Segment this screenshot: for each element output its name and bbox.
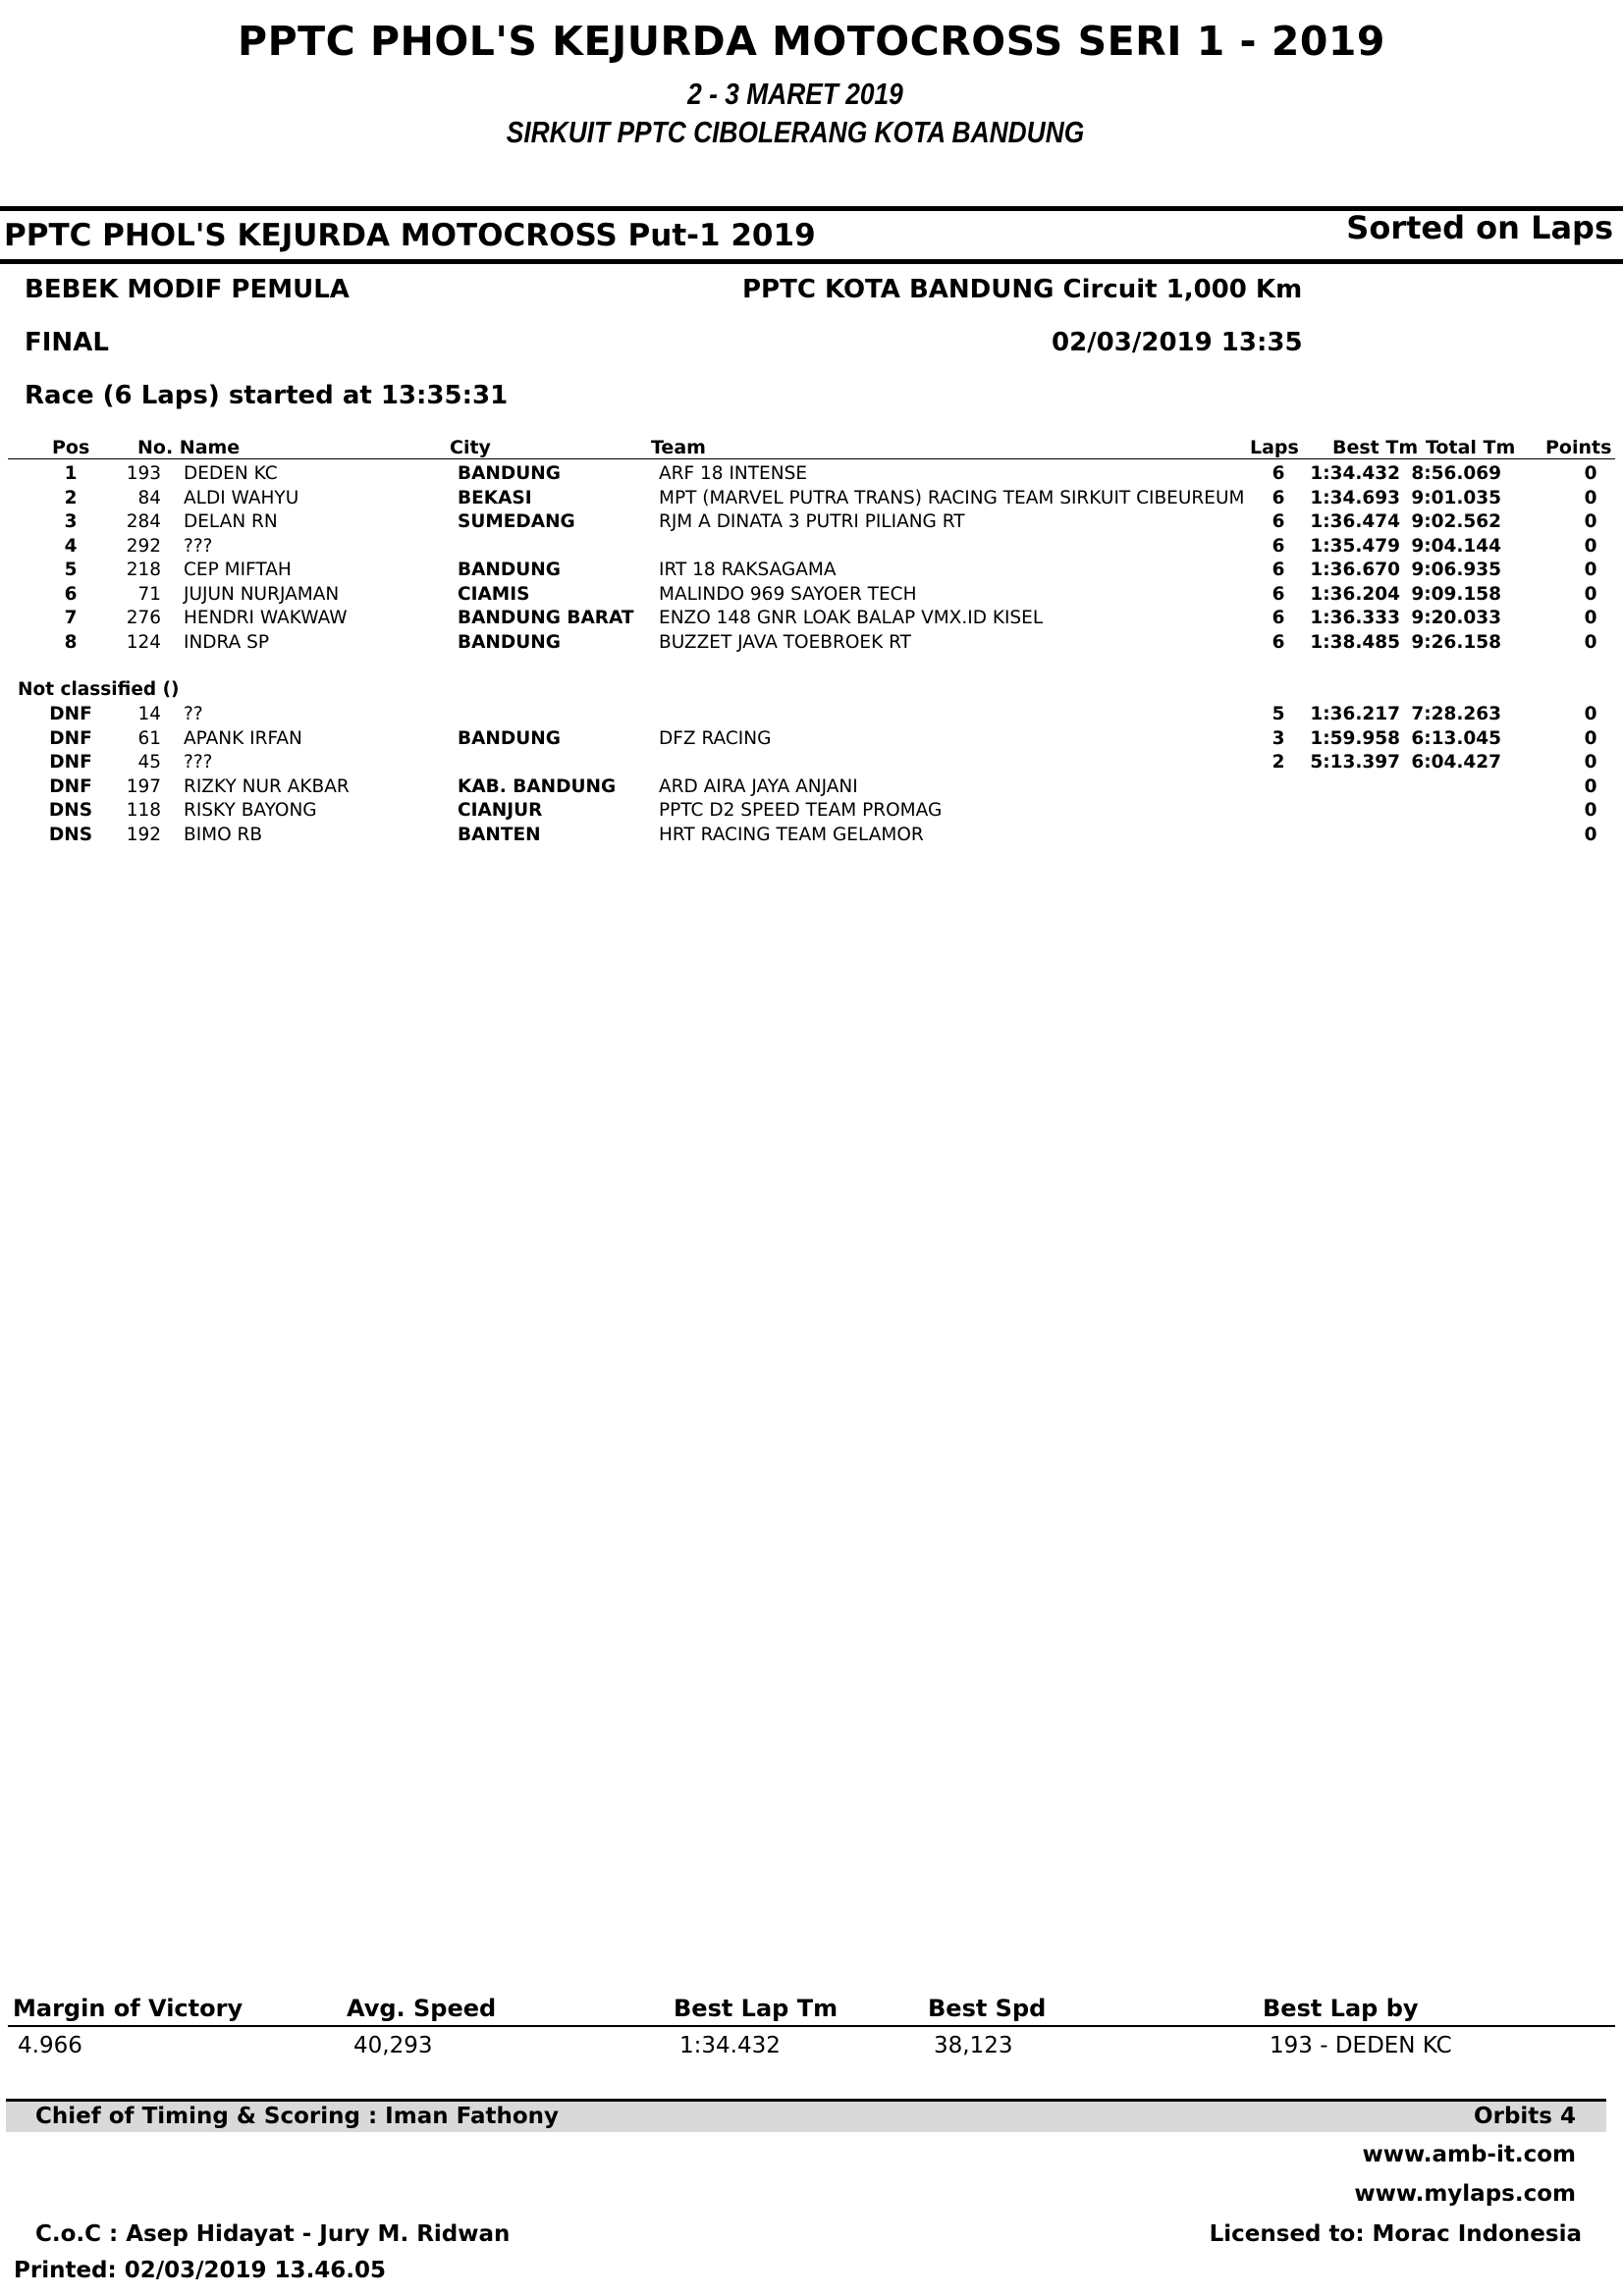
total-time-cell: 9:26.158 (1411, 631, 1501, 653)
orbits-version: Orbits 4 (1474, 2104, 1576, 2129)
table-row (0, 463, 1623, 487)
number-cell: 71 (137, 583, 161, 605)
laps-cell: 6 (1271, 463, 1285, 484)
name-cell: ??? (184, 752, 213, 773)
pos-cell: DNF (49, 727, 92, 749)
avg-speed-label: Avg. Speed (347, 1995, 497, 2022)
team-cell: ENZO 148 GNR LOAK BALAP VMX.ID KISEL (659, 608, 1044, 628)
margin-value: 4.966 (18, 2033, 82, 2058)
table-row (0, 776, 1623, 800)
best-time-cell: 1:35.479 (1310, 535, 1400, 557)
table-row (0, 632, 1623, 656)
event-venue: SIRKUIT PPTC CIBOLERANG KOTA BANDUNG (506, 115, 1085, 149)
points-cell: 0 (1584, 727, 1597, 749)
laps-cell: 6 (1271, 511, 1285, 532)
total-time-cell: 9:02.562 (1411, 511, 1501, 532)
city-cell: BANDUNG (458, 463, 561, 484)
event-title: PPTC PHOL'S KEJURDA MOTOCROSS SERI 1 - 2019 (238, 18, 1385, 65)
clerk-of-course: C.o.C : Asep Hidayat - Jury M. Ridwan (35, 2221, 511, 2247)
col-team: Team (651, 437, 706, 458)
licensed-to: Licensed to: Morac Indonesia (1209, 2221, 1582, 2247)
table-row (0, 488, 1623, 511)
col-points: Points (1545, 437, 1612, 458)
total-time-cell: 9:20.033 (1411, 608, 1501, 628)
laps-cell: 6 (1271, 487, 1285, 508)
number-cell: 118 (126, 800, 161, 821)
name-cell: INDRA SP (184, 631, 270, 653)
name-cell: JUJUN NURJAMAN (184, 583, 340, 605)
col-laps: Laps (1250, 437, 1299, 458)
margin-label: Margin of Victory (13, 1995, 243, 2022)
laps-cell: 6 (1271, 631, 1285, 653)
total-time-cell: 9:09.158 (1411, 583, 1501, 605)
name-cell: DEDEN KC (184, 463, 278, 484)
table-row (0, 560, 1623, 583)
table-row (0, 825, 1623, 848)
total-time-cell: 6:13.045 (1411, 727, 1501, 749)
best-time-cell: 5:13.397 (1310, 752, 1400, 773)
name-cell: DELAN RN (184, 511, 278, 532)
laps-cell: 3 (1271, 727, 1285, 749)
city-cell: BANTEN (458, 824, 541, 845)
laps-cell: 6 (1271, 583, 1285, 605)
best-lap-tm-value: 1:34.432 (679, 2033, 781, 2058)
summary-rule (8, 2025, 1615, 2027)
circuit: PPTC KOTA BANDUNG Circuit 1,000 Km (742, 275, 1303, 304)
pos-cell: 8 (64, 631, 78, 653)
name-cell: ??? (184, 535, 213, 557)
city-cell: BANDUNG (458, 727, 561, 749)
name-cell: CEP MIFTAH (184, 560, 292, 580)
total-time-cell: 9:06.935 (1411, 560, 1501, 580)
city-cell: CIAMIS (458, 583, 530, 605)
best-time-cell: 1:36.217 (1310, 704, 1400, 724)
table-row (0, 704, 1623, 727)
best-time-cell: 1:36.333 (1310, 608, 1400, 628)
name-cell: ALDI WAHYU (184, 487, 299, 508)
laps-cell: 6 (1271, 560, 1285, 580)
laps-cell: 6 (1271, 608, 1285, 628)
laps-cell: 6 (1271, 535, 1285, 557)
team-cell: HRT RACING TEAM GELAMOR (659, 824, 924, 845)
laps-cell: 5 (1271, 704, 1285, 724)
best-spd-label: Best Spd (928, 1995, 1047, 2022)
city-cell: CIANJUR (458, 800, 543, 821)
pos-cell: 4 (64, 535, 78, 557)
printed-timestamp: Printed: 02/03/2019 13.46.05 (14, 2258, 387, 2283)
web-link-mylaps: www.mylaps.com (1354, 2181, 1576, 2207)
team-cell: BUZZET JAVA TOEBROEK RT (659, 631, 911, 653)
points-cell: 0 (1584, 608, 1597, 628)
city-cell: BEKASI (458, 487, 532, 508)
number-cell: 197 (126, 775, 161, 797)
points-cell: 0 (1584, 487, 1597, 508)
col-total: Total Tm (1426, 437, 1516, 458)
number-cell: 84 (137, 487, 161, 508)
pos-cell: 2 (64, 487, 78, 508)
points-cell: 0 (1584, 752, 1597, 773)
pos-cell: 3 (64, 511, 78, 532)
team-cell: DFZ RACING (659, 727, 772, 749)
team-cell: MALINDO 969 SAYOER TECH (659, 583, 917, 605)
pos-cell: DNF (49, 752, 92, 773)
best-time-cell: 1:34.693 (1310, 487, 1400, 508)
points-cell: 0 (1584, 800, 1597, 821)
table-row (0, 536, 1623, 560)
table-row (0, 800, 1623, 824)
class-name: BEBEK MODIF PEMULA (25, 275, 350, 304)
points-cell: 0 (1584, 583, 1597, 605)
name-cell: ?? (184, 704, 203, 724)
table-row (0, 511, 1623, 535)
best-spd-value: 38,123 (934, 2033, 1013, 2058)
table-row (0, 752, 1623, 775)
points-cell: 0 (1584, 463, 1597, 484)
best-time-cell: 1:36.204 (1310, 583, 1400, 605)
pos-cell: 6 (64, 583, 78, 605)
points-cell: 0 (1584, 824, 1597, 845)
best-time-cell: 1:59.958 (1310, 727, 1400, 749)
name-cell: HENDRI WAKWAW (184, 608, 348, 628)
sort-label: Sorted on Laps (1346, 209, 1613, 246)
name-cell: APANK IRFAN (184, 727, 302, 749)
points-cell: 0 (1584, 704, 1597, 724)
event-dates: 2 - 3 MARET 2019 (687, 77, 903, 111)
city-cell: BANDUNG (458, 631, 561, 653)
pos-cell: DNF (49, 775, 92, 797)
points-cell: 0 (1584, 560, 1597, 580)
race-name: PPTC PHOL'S KEJURDA MOTOCROSS Put-1 2019 (4, 218, 816, 253)
points-cell: 0 (1584, 535, 1597, 557)
team-cell: ARD AIRA JAYA ANJANI (659, 775, 858, 797)
col-no-name: No. Name (137, 437, 241, 458)
team-cell: PPTC D2 SPEED TEAM PROMAG (659, 800, 943, 821)
session: FINAL (25, 328, 109, 357)
total-time-cell: 9:04.144 (1411, 535, 1501, 557)
city-cell: BANDUNG (458, 560, 561, 580)
number-cell: 14 (137, 704, 161, 724)
total-time-cell: 9:01.035 (1411, 487, 1501, 508)
points-cell: 0 (1584, 631, 1597, 653)
best-time-cell: 1:36.474 (1310, 511, 1400, 532)
web-link-amb: www.amb-it.com (1362, 2142, 1576, 2167)
number-cell: 276 (126, 608, 161, 628)
race-info: Race (6 Laps) started at 13:35:31 (25, 381, 509, 410)
team-cell: RJM A DINATA 3 PUTRI PILIANG RT (659, 511, 965, 532)
number-cell: 284 (126, 511, 161, 532)
pos-cell: DNS (48, 824, 93, 845)
name-cell: RIZKY NUR AKBAR (184, 775, 350, 797)
session-datetime: 02/03/2019 13:35 (1052, 328, 1303, 357)
pos-cell: DNF (49, 704, 92, 724)
best-time-cell: 1:34.432 (1310, 463, 1400, 484)
pos-cell: 5 (64, 560, 78, 580)
header-rule (0, 259, 1623, 264)
points-cell: 0 (1584, 511, 1597, 532)
team-cell: ARF 18 INTENSE (659, 463, 808, 484)
avg-speed-value: 40,293 (353, 2033, 433, 2058)
number-cell: 192 (126, 824, 161, 845)
team-cell: MPT (MARVEL PUTRA TRANS) RACING TEAM SIRKUIT CIBEUREUM (659, 487, 1245, 508)
best-lap-by-value: 193 - DEDEN KC (1270, 2033, 1452, 2058)
best-lap-by-label: Best Lap by (1263, 1995, 1419, 2022)
number-cell: 61 (137, 727, 161, 749)
city-cell: BANDUNG BARAT (458, 608, 634, 628)
number-cell: 45 (137, 752, 161, 773)
pos-cell: 1 (64, 463, 78, 484)
city-cell: KAB. BANDUNG (458, 775, 617, 797)
number-cell: 292 (126, 535, 161, 557)
col-pos: Pos (52, 437, 90, 458)
laps-cell: 2 (1271, 752, 1285, 773)
name-cell: BIMO RB (184, 824, 263, 845)
points-cell: 0 (1584, 775, 1597, 797)
chief-of-timing: Chief of Timing & Scoring : Iman Fathony (35, 2104, 560, 2129)
best-time-cell: 1:36.670 (1310, 560, 1400, 580)
number-cell: 218 (126, 560, 161, 580)
number-cell: 124 (126, 631, 161, 653)
col-city: City (450, 437, 491, 458)
col-best: Best Tm (1332, 437, 1419, 458)
pos-cell: DNS (48, 800, 93, 821)
column-header-rule (8, 458, 1615, 459)
table-row (0, 608, 1623, 631)
city-cell: SUMEDANG (458, 511, 575, 532)
not-classified-label: Not classified () (18, 679, 180, 700)
team-cell: IRT 18 RAKSAGAMA (659, 560, 837, 580)
number-cell: 193 (126, 463, 161, 484)
total-time-cell: 6:04.427 (1411, 752, 1501, 773)
pos-cell: 7 (64, 608, 78, 628)
best-lap-tm-label: Best Lap Tm (674, 1995, 839, 2022)
name-cell: RISKY BAYONG (184, 800, 317, 821)
total-time-cell: 8:56.069 (1411, 463, 1501, 484)
best-time-cell: 1:38.485 (1310, 631, 1400, 653)
table-row (0, 728, 1623, 752)
total-time-cell: 7:28.263 (1411, 704, 1501, 724)
table-row (0, 584, 1623, 608)
